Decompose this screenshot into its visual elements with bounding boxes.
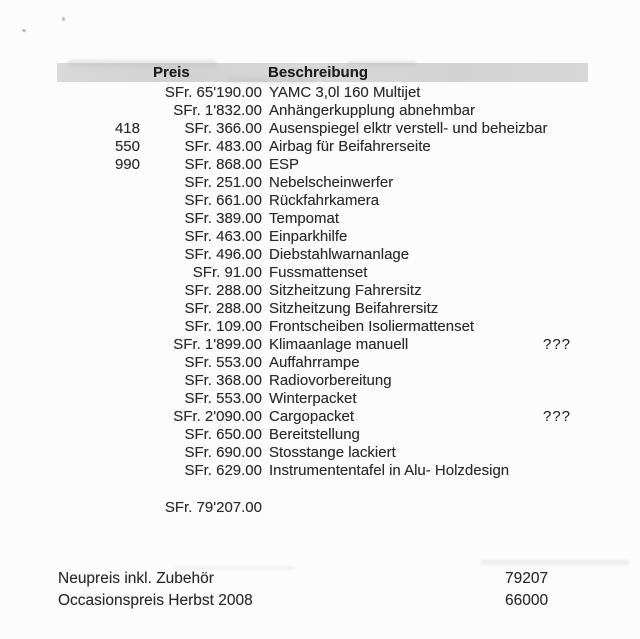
row-price: SFr. 650.00 bbox=[184, 426, 262, 443]
table-row bbox=[58, 408, 588, 426]
row-description: Nebelscheinwerfer bbox=[269, 174, 394, 191]
row-question-marker bbox=[543, 156, 581, 174]
row-description: Frontscheiben Isoliermattenset bbox=[269, 318, 475, 335]
table-row bbox=[58, 84, 588, 102]
row-ref-number bbox=[58, 444, 140, 462]
row-description: Cargopacket bbox=[269, 408, 355, 425]
table-row bbox=[58, 426, 588, 444]
row-price: SFr. 496.00 bbox=[184, 246, 262, 263]
row-question-marker bbox=[543, 372, 581, 390]
row-description: Ausenspiegel elktr verstell- und beheizbar bbox=[269, 120, 548, 137]
row-question-marker bbox=[543, 264, 581, 282]
row-question-marker bbox=[543, 246, 581, 264]
column-header-price: Preis bbox=[153, 64, 190, 81]
row-description: Winterpacket bbox=[269, 390, 357, 407]
row-description: Sitzheitzung Fahrersitz bbox=[269, 282, 422, 299]
row-ref-number: 550 bbox=[114, 138, 140, 155]
row-ref-number bbox=[58, 192, 140, 210]
row-question-marker bbox=[543, 282, 581, 300]
table-row bbox=[58, 462, 588, 480]
table-row bbox=[58, 318, 588, 336]
row-price: SFr. 690.00 bbox=[184, 444, 262, 461]
row-price: SFr. 553.00 bbox=[184, 390, 262, 407]
row-ref-number bbox=[58, 390, 140, 408]
row-ref-number bbox=[58, 372, 140, 390]
summary-row-new-price bbox=[58, 568, 588, 590]
row-description: Fussmattenset bbox=[269, 264, 368, 281]
total-price: SFr. 79'207.00 bbox=[164, 499, 262, 516]
row-description: Diebstahlwarnanlage bbox=[269, 246, 410, 263]
row-question-marker bbox=[543, 444, 581, 462]
row-description: Bereitstellung bbox=[269, 426, 360, 443]
row-question-marker bbox=[543, 192, 581, 210]
row-price: SFr. 483.00 bbox=[184, 138, 262, 155]
row-ref-number bbox=[58, 228, 140, 246]
row-price: SFr. 366.00 bbox=[184, 120, 262, 137]
table-row bbox=[58, 138, 588, 156]
table-header-bar bbox=[57, 63, 588, 82]
row-price: SFr. 661.00 bbox=[184, 192, 262, 209]
row-description: Auffahrrampe bbox=[269, 354, 360, 371]
row-price: SFr. 65'190.00 bbox=[164, 84, 262, 101]
row-question-marker bbox=[543, 174, 581, 192]
row-ref-number bbox=[58, 408, 140, 426]
row-price: SFr. 288.00 bbox=[184, 300, 262, 317]
summary-row-used-price bbox=[58, 590, 588, 612]
row-ref-number bbox=[58, 264, 140, 282]
row-ref-number bbox=[58, 336, 140, 354]
row-description: Sitzheitzung Beifahrersitz bbox=[269, 300, 439, 317]
row-ref-number bbox=[58, 300, 140, 318]
row-ref-number bbox=[58, 84, 140, 102]
row-ref-number bbox=[58, 282, 140, 300]
row-description: ESP bbox=[269, 156, 300, 173]
summary-value: 66000 bbox=[505, 592, 549, 609]
row-question-marker bbox=[543, 228, 581, 246]
table-row bbox=[58, 156, 588, 174]
scan-smudge bbox=[480, 560, 630, 565]
table-row bbox=[58, 264, 588, 282]
table-row bbox=[58, 390, 588, 408]
row-description: Klimaanlage manuell bbox=[269, 336, 409, 353]
row-question-marker bbox=[543, 210, 581, 228]
scan-speck bbox=[62, 17, 66, 22]
row-price: SFr. 553.00 bbox=[184, 354, 262, 371]
row-ref-number bbox=[58, 174, 140, 192]
summary-label: Neupreis inkl. Zubehör bbox=[58, 570, 214, 587]
row-price: SFr. 1'899.00 bbox=[173, 336, 262, 353]
row-price: SFr. 463.00 bbox=[184, 228, 262, 245]
row-question-marker bbox=[543, 102, 581, 120]
row-description: YAMC 3,0l 160 Multijet bbox=[269, 84, 421, 101]
table-row bbox=[58, 102, 588, 120]
row-question-marker: ??? bbox=[543, 336, 572, 353]
table-row bbox=[58, 354, 588, 372]
row-question-marker bbox=[543, 84, 581, 102]
row-ref-number bbox=[58, 102, 140, 120]
row-question-marker: ??? bbox=[543, 408, 572, 425]
price-table-body bbox=[58, 84, 588, 480]
row-price: SFr. 109.00 bbox=[184, 318, 262, 335]
row-description: Tempomat bbox=[269, 210, 340, 227]
table-row bbox=[58, 192, 588, 210]
row-price: SFr. 389.00 bbox=[184, 210, 262, 227]
row-description: Einparkhilfe bbox=[269, 228, 348, 245]
table-row bbox=[58, 174, 588, 192]
table-row bbox=[58, 120, 588, 138]
row-question-marker bbox=[543, 426, 581, 444]
row-ref-number: 418 bbox=[114, 120, 140, 137]
scan-smudge bbox=[67, 60, 217, 67]
table-row bbox=[58, 336, 588, 354]
row-question-marker bbox=[543, 318, 581, 336]
row-description: Airbag für Beifahrerseite bbox=[269, 138, 431, 155]
row-description: Stosstange lackiert bbox=[269, 444, 396, 461]
row-price: SFr. 91.00 bbox=[192, 264, 262, 281]
table-row bbox=[58, 444, 588, 462]
column-header-description: Beschreibung bbox=[268, 64, 369, 81]
row-price: SFr. 868.00 bbox=[184, 156, 262, 173]
row-ref-number bbox=[58, 210, 140, 228]
scan-speck bbox=[22, 28, 27, 32]
row-ref-number bbox=[58, 462, 140, 480]
row-description: Anhängerkupplung abnehmbar bbox=[269, 102, 475, 119]
table-row bbox=[58, 210, 588, 228]
row-ref-number bbox=[58, 246, 140, 264]
row-description: Radiovorbereitung bbox=[269, 372, 392, 389]
row-price: SFr. 251.00 bbox=[184, 174, 262, 191]
row-question-marker bbox=[543, 138, 581, 156]
row-price: SFr. 288.00 bbox=[184, 282, 262, 299]
row-ref-number bbox=[58, 354, 140, 372]
row-question-marker bbox=[543, 462, 581, 480]
table-row bbox=[58, 372, 588, 390]
table-row bbox=[58, 300, 588, 318]
row-question-marker bbox=[543, 120, 581, 138]
summary-value: 79207 bbox=[505, 570, 549, 587]
row-question-marker bbox=[543, 300, 581, 318]
row-ref-number: 990 bbox=[114, 156, 140, 173]
row-ref-number bbox=[58, 318, 140, 336]
summary-block bbox=[58, 568, 588, 612]
table-row bbox=[58, 228, 588, 246]
row-price: SFr. 2'090.00 bbox=[173, 408, 262, 425]
row-price: SFr. 629.00 bbox=[184, 462, 262, 479]
table-row bbox=[58, 282, 588, 300]
row-question-marker bbox=[543, 354, 581, 372]
row-price: SFr. 368.00 bbox=[184, 372, 262, 389]
row-description: Instrumententafel in Alu- Holzdesign bbox=[269, 462, 510, 479]
row-question-marker bbox=[543, 390, 581, 408]
summary-label: Occasionspreis Herbst 2008 bbox=[58, 592, 253, 609]
row-price: SFr. 1'832.00 bbox=[173, 102, 262, 119]
table-row bbox=[58, 246, 588, 264]
row-description: Rückfahrkamera bbox=[269, 192, 380, 209]
row-ref-number bbox=[58, 426, 140, 444]
